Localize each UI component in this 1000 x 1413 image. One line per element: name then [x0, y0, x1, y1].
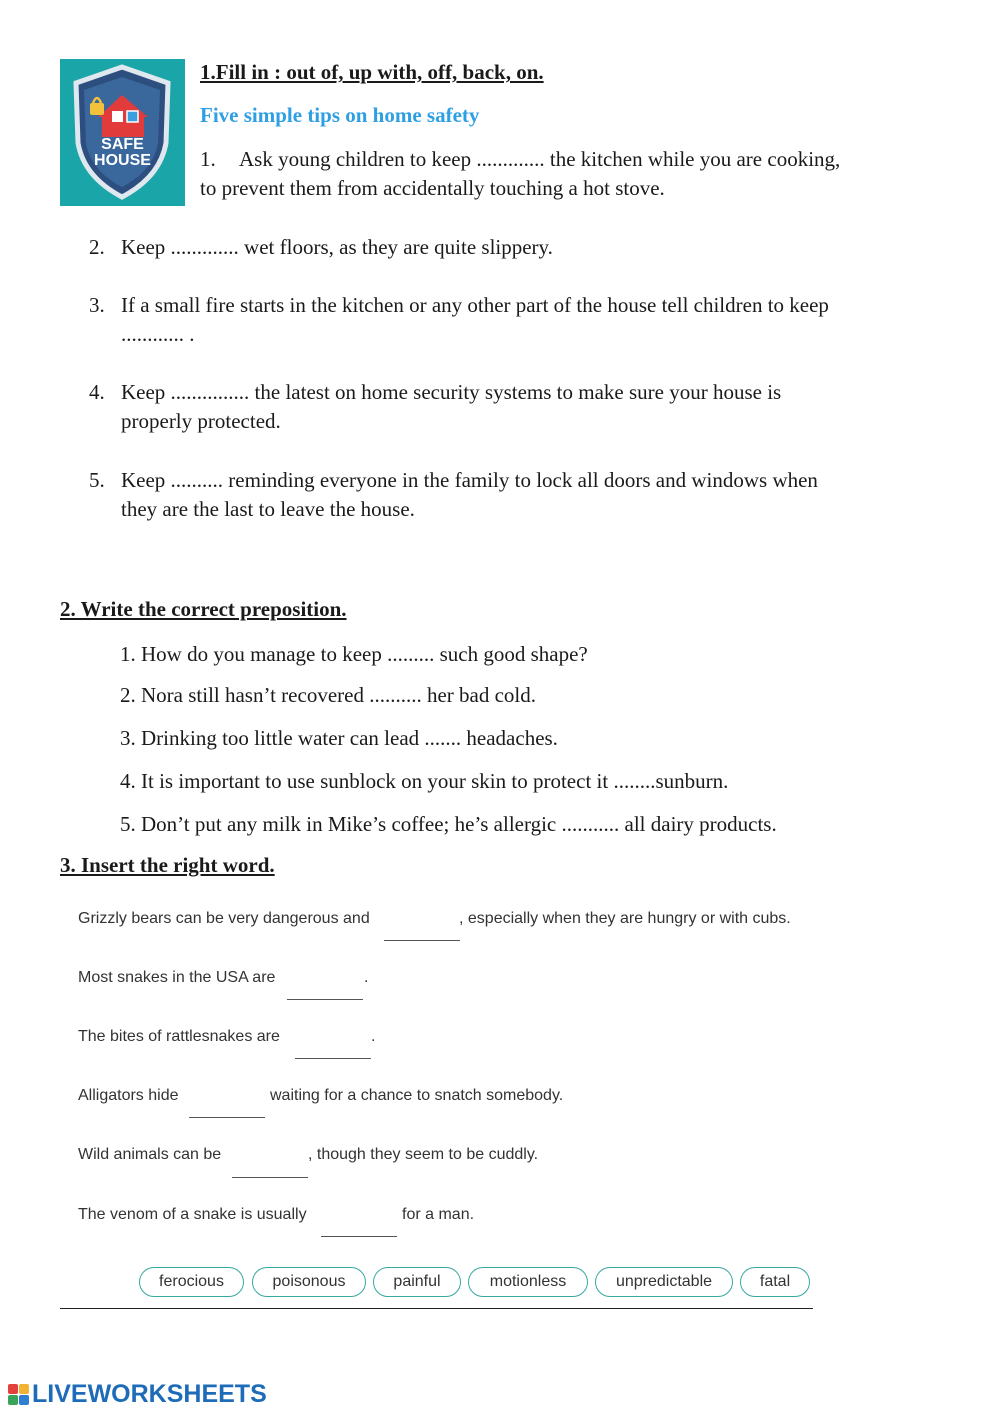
answer-blank[interactable] — [232, 1177, 308, 1178]
sentence-after: for a man. — [402, 1206, 475, 1223]
sentence-before: Most snakes in the USA are — [78, 969, 276, 986]
s1-item1-line1: Ask young children to keep ............. the kitchen while you are cooking, — [239, 147, 841, 171]
logo-text-safe: SAFE — [101, 136, 144, 153]
divider — [60, 1308, 813, 1309]
word-chip-poisonous[interactable]: poisonous — [252, 1267, 366, 1297]
list-item: 4. It is important to use sunblock on your skin to protect it ........sunburn. — [120, 769, 729, 793]
section3-heading: 3. Insert the right word. — [60, 853, 275, 877]
item-text: If a small fire starts in the kitchen or any other part of the house tell children to keep — [121, 293, 829, 317]
sentence-after: , though they seem to be cuddly. — [308, 1146, 539, 1163]
answer-blank[interactable] — [189, 1117, 265, 1118]
sentence-after: , especially when they are hungry or with cubs. — [459, 910, 791, 927]
sentence-before: Grizzly bears can be very dangerous and — [78, 910, 370, 927]
item-text-continued: ............ . — [121, 322, 195, 346]
item-number: 2. — [89, 235, 105, 259]
shield-house-icon — [60, 59, 185, 206]
list-item: 3. Drinking too little water can lead ....... headaches. — [120, 726, 558, 750]
sentence-after: . — [371, 1028, 376, 1045]
sentence-before: The venom of a snake is usually — [78, 1206, 307, 1223]
item-text: Keep ............. wet floors, as they are quite slippery. — [121, 235, 553, 259]
item-text: Keep ............... the latest on home security systems to make sure your house is — [121, 380, 782, 404]
word-chip-ferocious[interactable]: ferocious — [139, 1267, 244, 1297]
answer-blank[interactable] — [295, 1058, 371, 1059]
item-number: 4. — [89, 380, 105, 404]
s1-item1-line2: to prevent them from accidentally touching a hot stove. — [200, 176, 665, 200]
brand-text: LIVEWORKSHEETS — [32, 1380, 267, 1408]
logo-text-house: HOUSE — [94, 152, 151, 169]
liveworksheets-brand — [8, 1380, 267, 1409]
word-chip-motionless[interactable]: motionless — [468, 1267, 588, 1297]
answer-blank[interactable] — [287, 999, 363, 1000]
item-number: 3. — [89, 293, 105, 317]
section2-heading: 2. Write the correct preposition. — [60, 597, 347, 621]
word-chip-painful[interactable]: painful — [373, 1267, 461, 1297]
list-item: 1. How do you manage to keep ......... such good shape? — [120, 642, 588, 666]
sentence-before: Alligators hide — [78, 1087, 179, 1104]
sentence-after: . — [364, 969, 369, 986]
list-item: 2. Nora still hasn’t recovered .......... her bad cold. — [120, 683, 536, 707]
liveworksheets-logo-icon — [8, 1384, 30, 1406]
word-chip-unpredictable[interactable]: unpredictable — [595, 1267, 733, 1297]
answer-blank[interactable] — [321, 1236, 397, 1237]
answer-blank[interactable] — [384, 940, 460, 941]
item-text-continued: properly protected. — [121, 409, 281, 433]
item-text: Keep .......... reminding everyone in the family to lock all doors and windows when — [121, 468, 818, 492]
sentence-after: waiting for a chance to snatch somebody. — [270, 1087, 564, 1104]
s1-item1-num: 1. — [200, 147, 216, 171]
list-item: 5. Don’t put any milk in Mike’s coffee; he’s allergic ........... all dairy products. — [120, 812, 777, 836]
sentence-before: The bites of rattlesnakes are — [78, 1028, 280, 1045]
item-number: 5. — [89, 468, 105, 492]
word-chip-fatal[interactable]: fatal — [740, 1267, 810, 1297]
sentence-before: Wild animals can be — [78, 1146, 222, 1163]
section1-heading: 1.Fill in : out of, up with, off, back, on. — [200, 60, 544, 84]
safe-house-logo — [60, 59, 185, 206]
item-text-continued: they are the last to leave the house. — [121, 497, 415, 521]
section1-subtitle: Five simple tips on home safety — [200, 103, 480, 127]
